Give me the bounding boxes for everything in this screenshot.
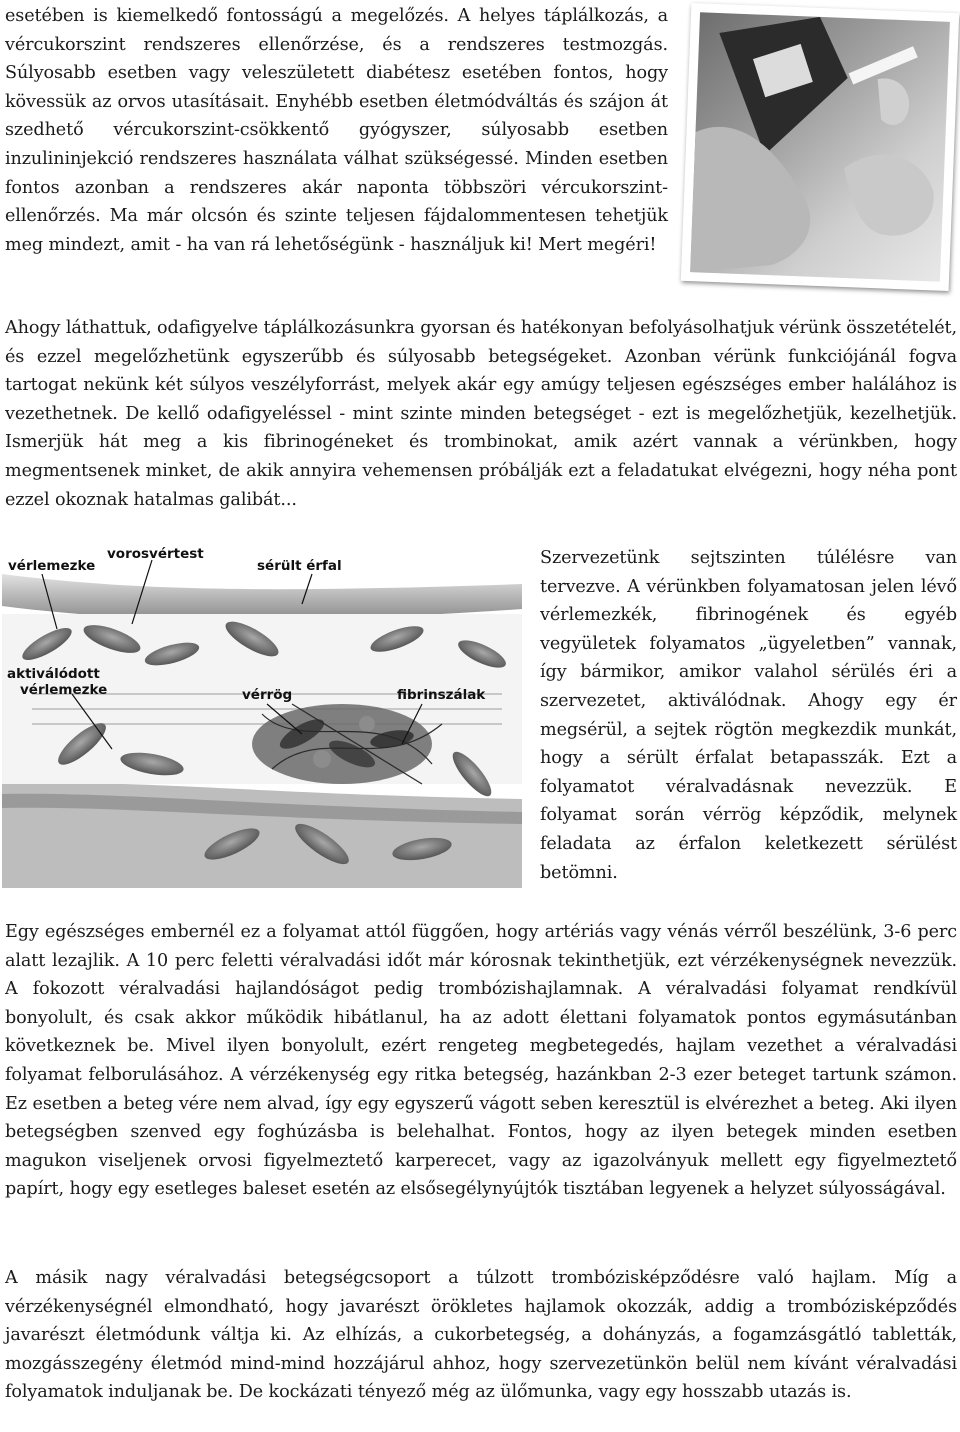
label-activated-platelet-1: aktiválódott (7, 666, 100, 682)
photo-image (690, 12, 950, 281)
hemophilia-paragraph: Egy egészséges embernél ez a folyamat attól függően, hogy artériás vagy vénás vérről beszélünk, 3-6 perc alatt lezajlik. A 10 perc feletti véralvadási időt már kórosnak tekinthetjük, ezt vérzékenységnek nevezzük. A fokozott véralvadási hajlandóságot pedig trombózishajlamnak. A véralvadási folyamat rendkívül bonyolult, és csak akkor működik hibátlanul, ha az adott élettani folyamatok pontos egymásutánban következnek be. Mivel ilyen bonyolult, ezért rengeteg megbetegedés, hajlam vezethet a véralvadási folyamat felborulásához. A vérzékenység egy ritka betegség, hazánkban 2-3 ezer beteget tartunk számon. Ez esetben a beteg vére nem alvad, így egy egyszerű vágott seben keresztül is elvérezhet a beteg. Aki ilyen betegségben szenved egy foghúzásba is belehalhat. Fontos, hogy az ilyen betegek minden esetben magukon viseljenek orvosi figyelmeztető karperecet, vagy az igazolványuk mellett egy figyelmeztető papírt, hogy egy esetleges baleset esetén az elsősegélynyújtók tisztában legyenek a helyzet súlyosságával. (5, 922, 957, 1200)
glucose-meter-illustration (690, 12, 950, 281)
clotting-diagram-svg (2, 544, 522, 888)
clotting-diagram (2, 544, 522, 888)
intro-paragraph: esetében is kiemelkedő fontosságú a megelőzés. A helyes táplálkozás, a vércukorszint rendszeres ellenőrzése, és a rendszeres testmozgás. Súlyosabb esetben vagy veleszületett diabétesz esetében fontos, hogy kövessük az orvos utasításait. Enyhébb esetben életmódváltás és szájon át szedhető vércukorszint-csökkentő gyógyszer, súlyosabb esetben inzulininjekció rendszeres használata válhat szükségessé. Minden esetben fontos azonban a rendszeres akár naponta többszöri vércukorszint-ellenőrzés. Ma már olcsón és szinte teljesen fájdalommentesen tehetjük meg mindezt, amit - ha van rá lehetőségünk - használjuk ki! Mert megéri! (5, 6, 668, 255)
label-red-blood-cell: vorosvértest (107, 546, 204, 562)
label-activated-platelet-2: vérlemezke (20, 682, 108, 698)
blood-risk-paragraph: Ahogy láthattuk, odafigyelve táplálkozásunkra gyorsan és hatékonyan befolyásolhatjuk vérünk összetételét, és ezzel megelőzhetünk egyszerűbb és súlyosabb betegségeket. Azonban vérünk funkciójánál fogva tartogat nekünk két súlyos veszélyforrást, melyek akár egy amúgy teljesen egészséges ember halálához is vezethetnek. De kellő odafigyeléssel - mint szinte minden betegséget - ezt is megelőzhetjük, kezelhetjük. Ismerjük hát meg a kis fibrinogéneket és trombinokat, amik azért vannak a vérünkben, hogy megmentsenek minket, de akik annyira vehemensen próbálják ezt a feladatukat elvégezni, hogy néha pont ezzel okoznak hatalmas galibát... (5, 318, 957, 510)
label-clot: vérrög (242, 687, 293, 703)
label-platelet: vérlemezke (8, 558, 96, 574)
glucose-meter-photo (681, 3, 959, 291)
label-fibrin: fibrinszálak (397, 687, 486, 703)
thrombosis-paragraph: A másik nagy véralvadási betegségcsoport a túlzott trombózisképződésre való hajlam. Míg a vérzékenységnél elmondható, hogy javarészt örökletes hajlamok okozzák, addig a trombózisképződés javarészt életmódunk váltja ki. Az elhízás, a cukorbetegség, a dohányzás, a fogamzásgátló tabletták, mozgásszegény életmód mind-mind hozzájárul ahhoz, hogy szervezetünkön belül nem kívánt véralvadási folyamatok induljanak be. De kockázati tényező még az ülőmunka, vagy egy hosszabb utazás is. (5, 1268, 957, 1403)
label-damaged-wall: sérült érfal (257, 558, 342, 574)
clotting-paragraph: Szervezetünk sejtszinten túlélésre van tervezve. A vérünkben folyamatosan jelen lévő vérlemezkék, fibrinogének és egyéb vegyületek folyamatos „ügyeletben” vannak, így bármikor, amikor valahol sérülés éri a szervezetet, aktiválódnak. Ahogy egy ér megsérül, a sejtek rögtön megkezdik munkát, hogy a sérült érfalat betapasszák. Ezt a folyamatot véralvadásnak nevezzük. E folyamat során vérrög képződik, melynek feladata az érfalon keletkezett sérülést betömni. (540, 548, 957, 883)
